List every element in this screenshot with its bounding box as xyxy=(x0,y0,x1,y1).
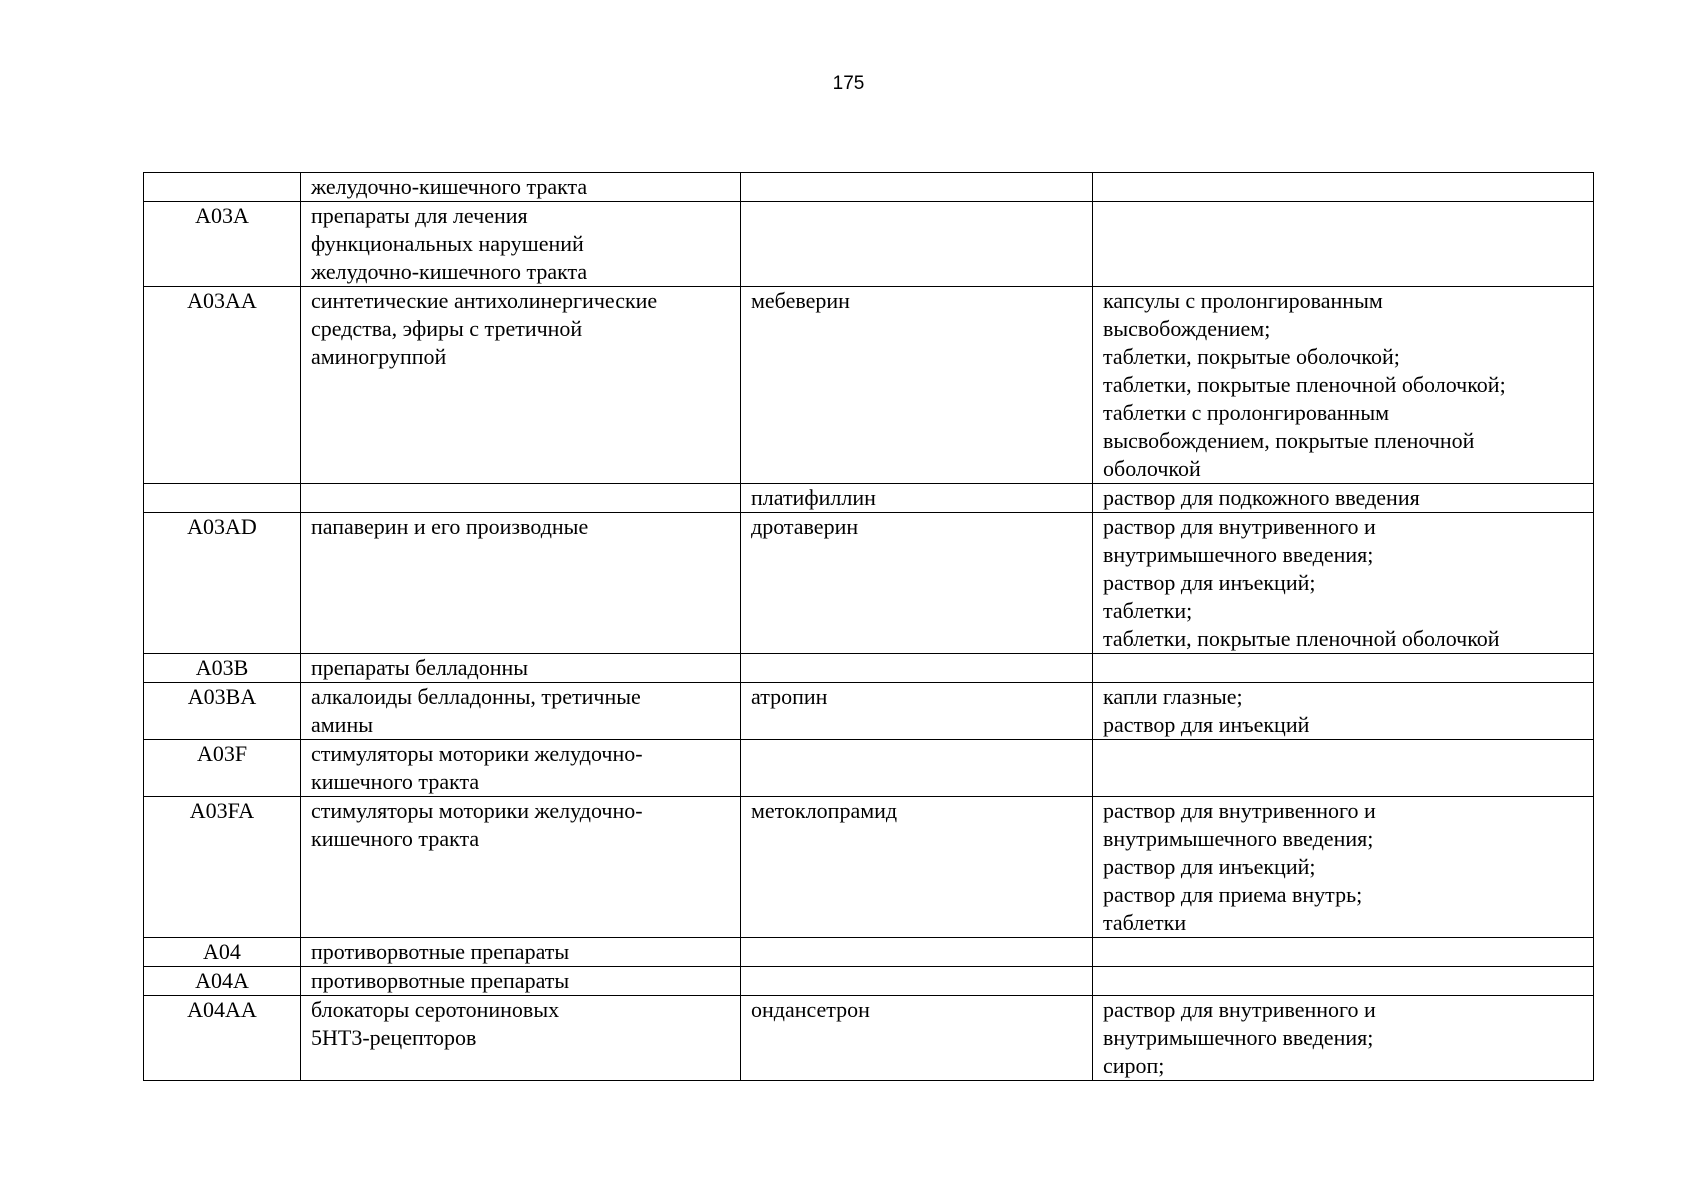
group-name-cell: алкалоиды белладонны, третичные амины xyxy=(301,683,741,740)
table-row xyxy=(144,484,1594,513)
dosage-forms-cell: раствор для внутривенного и внутримышечного введения; раствор для инъекций; таблетки; таблетки, покрытые пленочной оболочкой xyxy=(1093,513,1594,654)
table-row xyxy=(144,938,1594,967)
group-name-cell: папаверин и его производные xyxy=(301,513,741,654)
dosage-forms-cell xyxy=(1093,654,1594,683)
atc-code-cell: A03F xyxy=(144,740,301,797)
drug-name-cell: платифиллин xyxy=(741,484,1093,513)
dosage-forms-cell xyxy=(1093,967,1594,996)
dosage-forms-cell xyxy=(1093,173,1594,202)
group-name-cell: блокаторы серотониновых 5HT3-рецепторов xyxy=(301,996,741,1081)
dosage-forms-cell xyxy=(1093,202,1594,287)
group-name-cell: препараты белладонны xyxy=(301,654,741,683)
table-row xyxy=(144,996,1594,1081)
dosage-forms-cell: раствор для внутривенного и внутримышечного введения; сироп; xyxy=(1093,996,1594,1081)
drug-name-cell: ондансетрон xyxy=(741,996,1093,1081)
table-row xyxy=(144,173,1594,202)
atc-code-cell: A03BA xyxy=(144,683,301,740)
table-row xyxy=(144,654,1594,683)
dosage-forms-cell: капли глазные; раствор для инъекций xyxy=(1093,683,1594,740)
atc-code-cell: A03A xyxy=(144,202,301,287)
group-name-cell xyxy=(301,484,741,513)
atc-code-cell: A04A xyxy=(144,967,301,996)
table-row xyxy=(144,287,1594,484)
atc-code-cell: A03AA xyxy=(144,287,301,484)
atc-code-cell: A03AD xyxy=(144,513,301,654)
table-row xyxy=(144,202,1594,287)
group-name-cell: противорвотные препараты xyxy=(301,938,741,967)
group-name-cell: противорвотные препараты xyxy=(301,967,741,996)
group-name-cell: препараты для лечения функциональных нарушений желудочно-кишечного тракта xyxy=(301,202,741,287)
drug-name-cell xyxy=(741,173,1093,202)
drug-name-cell xyxy=(741,967,1093,996)
drug-name-cell: мебеверин xyxy=(741,287,1093,484)
dosage-forms-cell: раствор для подкожного введения xyxy=(1093,484,1594,513)
table-row xyxy=(144,513,1594,654)
drug-name-cell xyxy=(741,740,1093,797)
atc-code-cell: A04 xyxy=(144,938,301,967)
drug-table xyxy=(143,172,1594,1081)
atc-code-cell xyxy=(144,484,301,513)
group-name-cell: желудочно-кишечного тракта xyxy=(301,173,741,202)
page-number: 175 xyxy=(832,73,865,94)
drug-name-cell xyxy=(741,202,1093,287)
group-name-cell: синтетические антихолинергические средства, эфиры с третичной аминогруппой xyxy=(301,287,741,484)
table-row xyxy=(144,967,1594,996)
drug-name-cell xyxy=(741,938,1093,967)
drug-name-cell xyxy=(741,654,1093,683)
table-row xyxy=(144,797,1594,938)
drug-name-cell: метоклопрамид xyxy=(741,797,1093,938)
drug-name-cell: атропин xyxy=(741,683,1093,740)
group-name-cell: стимуляторы моторики желудочно- кишечного тракта xyxy=(301,797,741,938)
dosage-forms-cell xyxy=(1093,938,1594,967)
group-name-cell: стимуляторы моторики желудочно- кишечного тракта xyxy=(301,740,741,797)
atc-code-cell xyxy=(144,173,301,202)
atc-code-cell: A03FA xyxy=(144,797,301,938)
drug-name-cell: дротаверин xyxy=(741,513,1093,654)
dosage-forms-cell: раствор для внутривенного и внутримышечного введения; раствор для инъекций; раствор для приема внутрь; таблетки xyxy=(1093,797,1594,938)
table-row xyxy=(144,683,1594,740)
dosage-forms-cell xyxy=(1093,740,1594,797)
table-row xyxy=(144,740,1594,797)
atc-code-cell: A03B xyxy=(144,654,301,683)
atc-code-cell: A04AA xyxy=(144,996,301,1081)
dosage-forms-cell: капсулы с пролонгированным высвобождением; таблетки, покрытые оболочкой; таблетки, покрытые пленочной оболочкой; таблетки с пролонгированным высвобождением, покрытые пленочной оболочкой xyxy=(1093,287,1594,484)
